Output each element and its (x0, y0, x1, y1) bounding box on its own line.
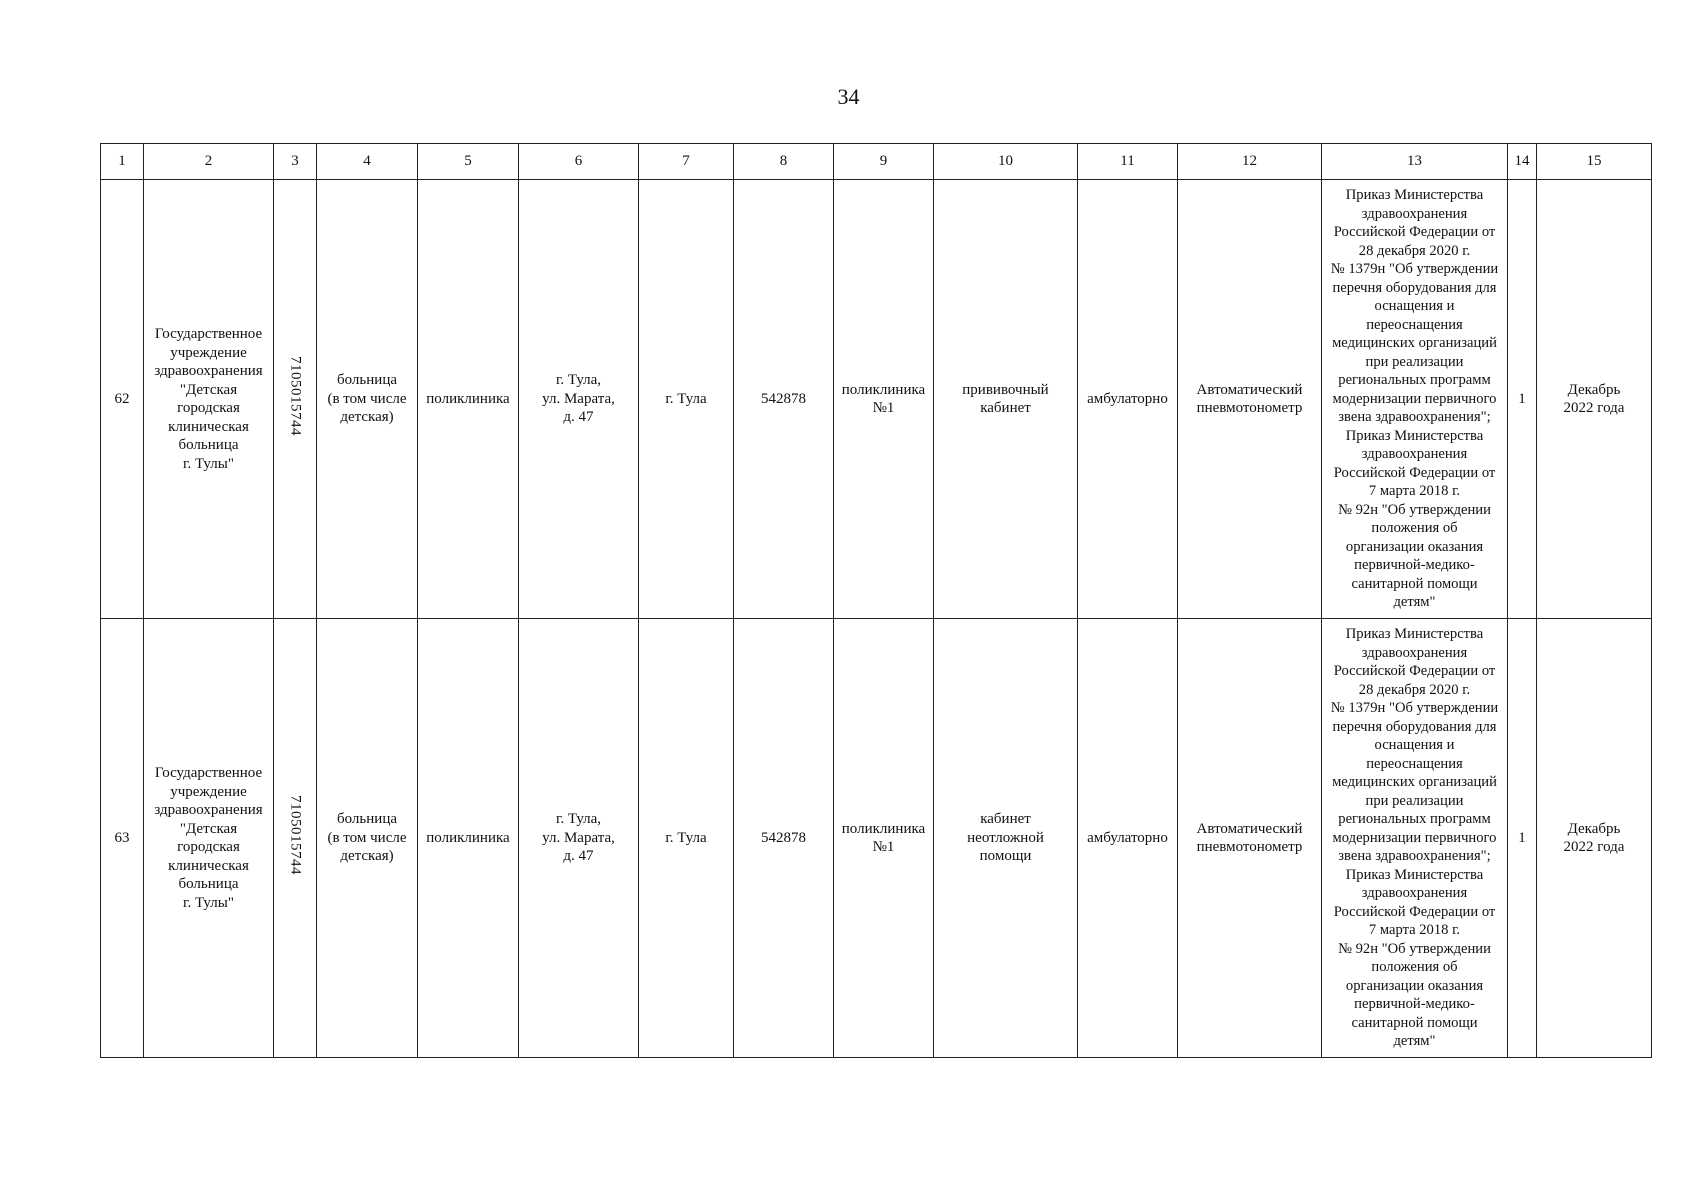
column-number: 10 (934, 144, 1078, 180)
column-number: 3 (274, 144, 317, 180)
inn-cell (274, 180, 317, 619)
address-cell: г. Тула, ул. Марата, д. 47 (519, 180, 639, 619)
column-number-row (101, 144, 1652, 180)
column-number: 6 (519, 144, 639, 180)
row-number: 62 (101, 180, 144, 619)
subdivision-cell: поликлиника №1 (834, 619, 934, 1058)
city-cell: г. Тула (639, 180, 734, 619)
legal-basis-cell: Приказ Министерства здравоохранения Российской Федерации от 28 декабря 2020 г. № 1379н "Об утверждении перечня оборудования для оснащения и переоснащения медицинских организаций при реализации региональных программ модернизации первичного звена здравоохранения"; Приказ Министерства здравоохранения Российской Федерации от 7 марта 2018 г. № 92н "Об утверждении положения об организации оказания первичной-медико- санитарной помощи детям" (1322, 180, 1508, 619)
row-number: 63 (101, 619, 144, 1058)
table-row (101, 180, 1652, 619)
room-cell: кабинет неотложной помощи (934, 619, 1078, 1058)
column-number: 15 (1537, 144, 1652, 180)
equipment-cell: Автоматический пневмотонометр (1178, 180, 1322, 619)
city-cell: г. Тула (639, 619, 734, 1058)
care-form-cell: амбулаторно (1078, 619, 1178, 1058)
subdivision-cell: поликлиника №1 (834, 180, 934, 619)
inn-text: 7105015744 (287, 795, 304, 876)
table-row (101, 619, 1652, 1058)
legal-basis-cell: Приказ Министерства здравоохранения Российской Федерации от 28 декабря 2020 г. № 1379н "Об утверждении перечня оборудования для оснащения и переоснащения медицинских организаций при реализации региональных программ модернизации первичного звена здравоохранения"; Приказ Министерства здравоохранения Российской Федерации от 7 марта 2018 г. № 92н "Об утверждении положения об организации оказания первичной-медико- санитарной помощи детям" (1322, 619, 1508, 1058)
code-cell: 542878 (734, 180, 834, 619)
organization-cell: Государственное учреждение здравоохранения "Детская городская клиническая больница г. Тулы" (144, 180, 274, 619)
column-number: 9 (834, 144, 934, 180)
deadline-cell: Декабрь 2022 года (1537, 180, 1652, 619)
equipment-cell: Автоматический пневмотонометр (1178, 619, 1322, 1058)
page-number: 34 (837, 84, 860, 109)
unit-cell: поликлиника (418, 619, 519, 1058)
column-number: 2 (144, 144, 274, 180)
facility-type-cell: больница (в том числе детская) (317, 180, 418, 619)
inn-cell (274, 619, 317, 1058)
column-number: 11 (1078, 144, 1178, 180)
facility-type-cell: больница (в том числе детская) (317, 619, 418, 1058)
column-number: 12 (1178, 144, 1322, 180)
column-number: 13 (1322, 144, 1508, 180)
quantity-cell: 1 (1508, 619, 1537, 1058)
deadline-cell: Декабрь 2022 года (1537, 619, 1652, 1058)
column-number: 7 (639, 144, 734, 180)
column-number: 14 (1508, 144, 1537, 180)
column-number: 8 (734, 144, 834, 180)
code-cell: 542878 (734, 619, 834, 1058)
column-number: 4 (317, 144, 418, 180)
inn-text: 7105015744 (287, 356, 304, 437)
column-number: 1 (101, 144, 144, 180)
organization-cell: Государственное учреждение здравоохранения "Детская городская клиническая больница г. Тулы" (144, 619, 274, 1058)
column-number: 5 (418, 144, 519, 180)
unit-cell: поликлиника (418, 180, 519, 619)
quantity-cell: 1 (1508, 180, 1537, 619)
equipment-table (100, 143, 1652, 1058)
care-form-cell: амбулаторно (1078, 180, 1178, 619)
room-cell: прививочный кабинет (934, 180, 1078, 619)
address-cell: г. Тула, ул. Марата, д. 47 (519, 619, 639, 1058)
